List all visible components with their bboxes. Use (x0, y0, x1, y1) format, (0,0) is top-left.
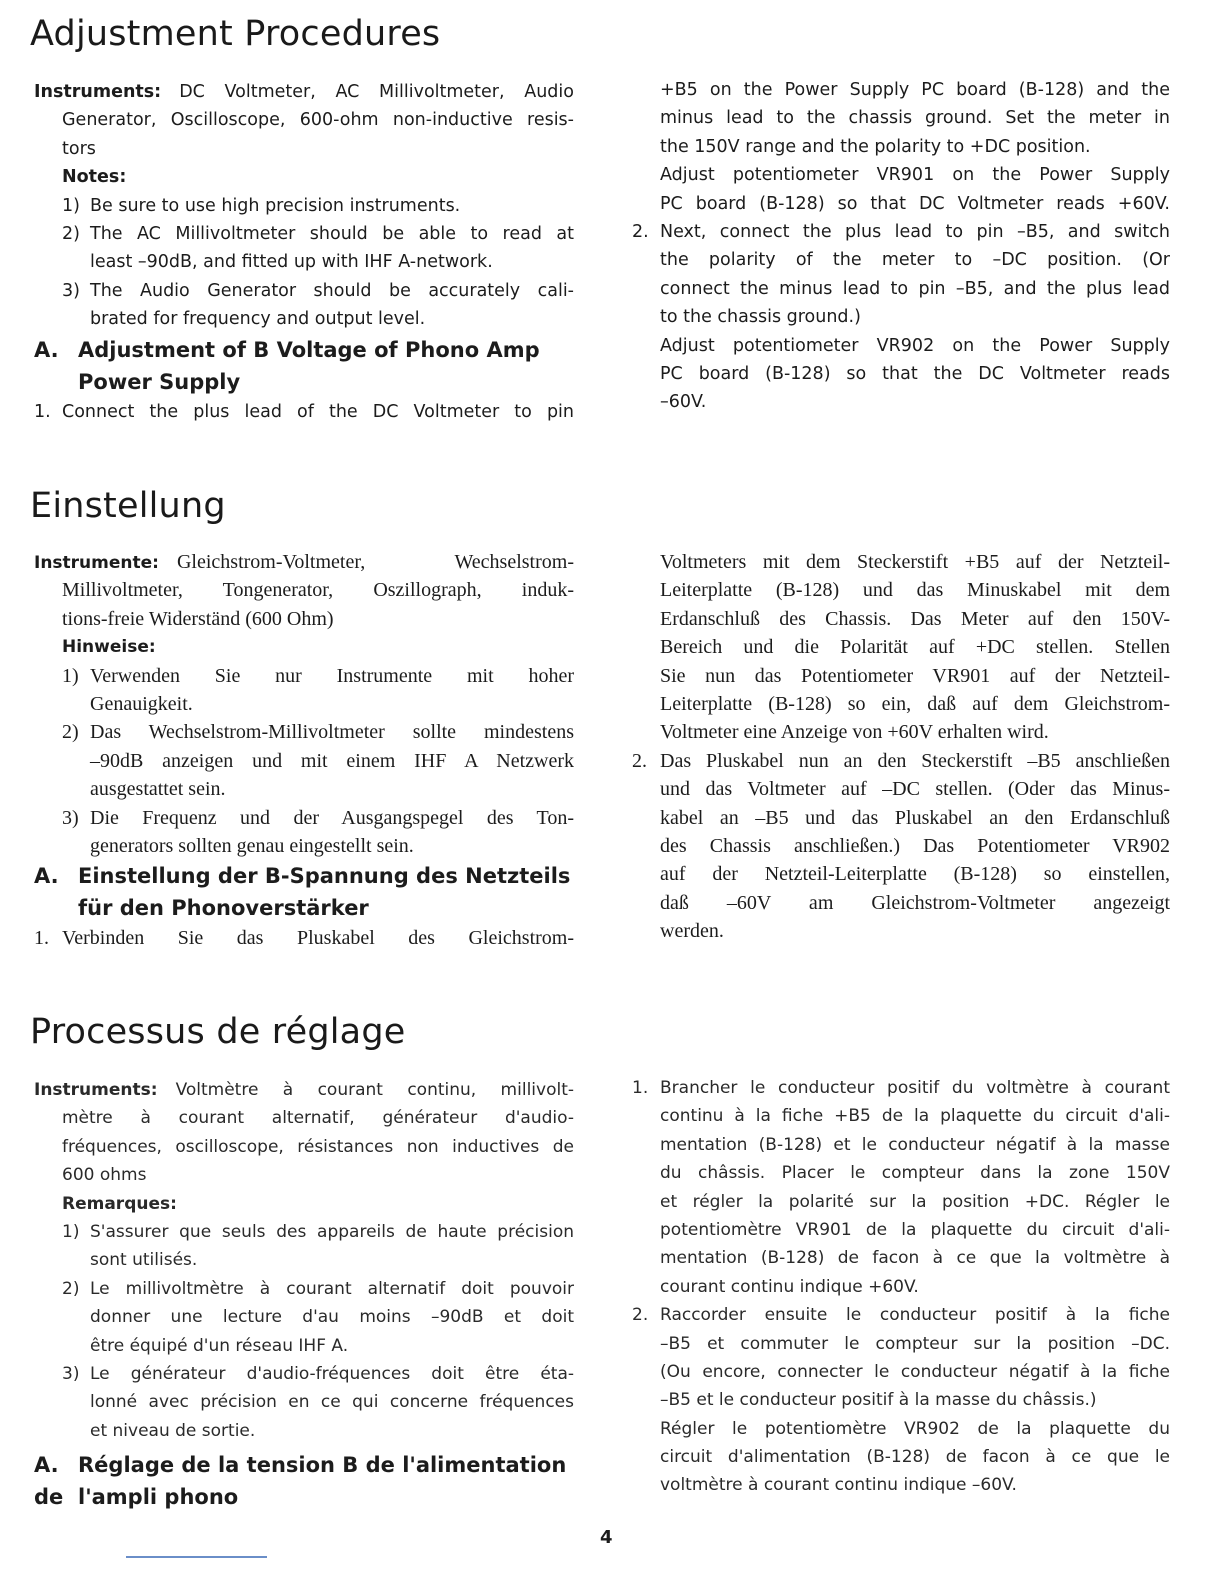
note-text: S'assurer que seuls des appareils de haute précision (90, 1221, 574, 1242)
german-step-1-cont: Bereich und die Polarität auf +DC stellen. Stellen (660, 636, 1170, 659)
english-right-column (632, 76, 1170, 417)
note-text: Das Wechselstrom-Millivoltmeter sollte mindestens (90, 721, 574, 744)
note-number: 2) (62, 223, 80, 244)
german-step-2-cont: werden. (660, 920, 724, 943)
french-section-title: Processus de réglage (30, 1012, 406, 1052)
french-step-1-cont: continu à la fiche +B5 de la plaquette du circuit d'ali- (660, 1106, 1170, 1127)
english-step-1-cont: +B5 on the Power Supply PC board (B-128) and the (660, 80, 1170, 100)
german-note-2-cont: –90dB anzeigen und mit einem IHF A Netzwerk (90, 749, 574, 772)
english-section-a-heading-cont: Power Supply (78, 369, 241, 394)
german-left-column (34, 548, 574, 953)
section-heading-text: Réglage de la tension B de l'alimentation de (34, 1453, 567, 1510)
french-step-1-cont: potentiomètre VR901 de la plaquette du circuit d'ali- (660, 1219, 1170, 1240)
english-left-column (34, 78, 574, 426)
english-section-a-heading (34, 334, 574, 366)
step-text: Raccorder ensuite le conducteur positif à la fiche (660, 1305, 1170, 1326)
english-step-2-cont: the polarity of the meter to –DC position. (Or (660, 250, 1170, 271)
french-note-3 (34, 1360, 574, 1388)
french-step-1-cont: mentation (B-128) et le conducteur négatif à la masse (660, 1134, 1170, 1155)
english-step-2-cont: to the chassis ground.) (660, 307, 861, 328)
note-text: Be sure to use high precision instruments. (90, 195, 461, 216)
step-text: Das Pluskabel nun an den Steckerstift –B5 anschließen (660, 749, 1170, 772)
french-note-1 (34, 1218, 574, 1246)
step-number: 1. (632, 1078, 649, 1098)
french-note-3-cont: lonné avec précision en ce qui concerne fréquences (90, 1392, 574, 1413)
english-instruments-label: Instruments: (34, 82, 162, 102)
section-letter: A. (34, 1453, 59, 1478)
german-step-2 (632, 747, 1170, 775)
english-note-3 (34, 277, 574, 305)
german-instruments-text: Millivoltmeter, Tongenerator, Oszillograph, induk- (62, 579, 574, 602)
german-section-a-heading (34, 860, 574, 892)
german-step-1-cont: Voltmeters mit dem Steckerstift +B5 auf der Netzteil- (660, 551, 1170, 573)
step-number: 1. (34, 927, 49, 950)
note-number: 2) (62, 721, 79, 744)
french-step-1 (632, 1074, 1170, 1102)
note-number: 1) (62, 195, 80, 216)
german-instruments-line (34, 548, 574, 576)
english-step-2 (632, 218, 1170, 246)
french-notes-label: Remarques: (62, 1193, 177, 1214)
german-instruments-text: tions-freie Widerständ (600 Ohm) (62, 607, 334, 630)
french-step-2-cont: voltmètre à courant continu indique –60V. (660, 1475, 1017, 1496)
english-step-1-cont: minus lead to the chassis ground. Set the meter in (660, 108, 1170, 129)
german-step-1-cont: Leiterplatte (B-128) so ein, daß auf dem Gleichstrom- (660, 692, 1170, 715)
french-note-2 (34, 1275, 574, 1303)
french-note-3-cont: et niveau de sortie. (90, 1420, 256, 1441)
german-step-2-cont: und das Voltmeter auf –DC stellen. (Oder das Minus- (660, 778, 1170, 801)
french-step-1-cont: courant continu indique +60V. (660, 1276, 919, 1297)
note-text: Le millivoltmètre à courant alternatif doit pouvoir (90, 1278, 574, 1299)
german-step-1 (34, 924, 574, 952)
german-note-1 (34, 662, 574, 690)
note-text: Le générateur d'audio-fréquences doit être éta- (90, 1363, 574, 1384)
english-step-1-cont: PC board (B-128) so that DC Voltmeter reads +60V. (660, 193, 1170, 214)
note-text: Die Frequenz und der Ausgangspegel des Ton- (90, 806, 574, 829)
german-step-2-cont: des Chassis anschließen.) Das Potentiometer VR902 (660, 834, 1170, 857)
french-step-1-cont: mentation (B-128) de facon à ce que la voltmètre à (660, 1248, 1170, 1269)
german-note-2 (34, 718, 574, 746)
english-note-2 (34, 220, 574, 248)
note-number: 3) (62, 1363, 80, 1384)
french-step-2 (632, 1301, 1170, 1329)
english-step-2-cont: Adjust potentiometer VR902 on the Power Supply (660, 335, 1170, 356)
french-left-column (34, 1076, 574, 1513)
french-instruments-text: 600 ohms (62, 1165, 147, 1186)
page-number: 4 (600, 1527, 613, 1548)
french-note-2-cont: donner une lecture d'au moins –90dB et doit (90, 1307, 574, 1328)
section-letter: A. (34, 864, 59, 889)
french-instruments-text: mètre à courant alternatif, générateur d'audio- (62, 1108, 574, 1129)
step-number: 2. (632, 749, 647, 772)
german-section-title: Einstellung (30, 486, 226, 526)
english-step-2-cont: –60V. (660, 392, 707, 413)
german-note-2-cont: ausgestattet sein. (90, 778, 226, 801)
german-right-column (632, 548, 1170, 945)
french-note-2-cont: être équipé d'un réseau IHF A. (90, 1335, 349, 1356)
french-step-1-cont: du châssis. Placer le compteur dans la zone 150V (660, 1163, 1170, 1184)
english-step-1-cont: Adjust potentiometer VR901 on the Power Supply (660, 165, 1170, 186)
german-step-1-cont: Erdanschluß des Chassis. Das Meter auf den 150V- (660, 607, 1170, 630)
english-note-1 (34, 192, 574, 220)
english-instruments-text: tors (62, 138, 96, 159)
french-step-2-cont: –B5 et commuter le compteur sur la position –DC. (660, 1333, 1170, 1354)
step-text: Connect the plus lead of the DC Voltmeter to pin (62, 401, 574, 422)
english-step-1-cont: the 150V range and the polarity to +DC position. (660, 136, 1091, 157)
note-number: 1) (62, 664, 79, 687)
note-text: The AC Millivoltmeter should be able to read at (90, 223, 574, 244)
note-number: 1) (62, 1221, 80, 1242)
german-step-1-cont: Voltmeter eine Anzeige von +60V erhalten wird. (660, 721, 1049, 744)
german-note-1-cont: Genauigkeit. (90, 692, 193, 715)
german-instruments-text: Gleichstrom-Voltmeter, Wechselstrom- (176, 551, 574, 573)
english-instruments-text: DC Voltmeter, AC Millivoltmeter, Audio (179, 82, 574, 102)
german-step-2-cont: kabel an –B5 und das Pluskabel an den Erdanschluß (660, 806, 1170, 829)
german-step-1-cont: Leiterplatte (B-128) und das Minuskabel mit dem (660, 579, 1170, 602)
note-number: 3) (62, 806, 79, 829)
german-section-a-heading-cont: für den Phonoverstärker (78, 896, 369, 921)
english-step-2-cont: connect the minus lead to pin –B5, and the plus lead (660, 278, 1170, 299)
german-step-2-cont: auf der Netzteil-Leiterplatte (B-128) so einstellen, (660, 863, 1170, 886)
section-letter: A. (34, 337, 59, 362)
step-number: 1. (34, 401, 51, 422)
french-section-a-heading-cont: l'ampli phono (78, 1485, 239, 1510)
decorative-underline (126, 1556, 267, 1558)
german-notes-label: Hinweise: (62, 637, 156, 658)
french-note-1-cont: sont utilisés. (90, 1250, 198, 1271)
german-instruments-label: Instrumente: (34, 553, 159, 573)
step-number: 2. (632, 221, 649, 242)
section-heading-text: Adjustment of B Voltage of Phono Amp (78, 337, 540, 362)
french-step-2-cont: –B5 et le conducteur positif à la masse du châssis.) (660, 1390, 1097, 1411)
english-step-1 (34, 398, 574, 426)
english-step-2-cont: PC board (B-128) so that the DC Voltmeter reads (660, 363, 1170, 384)
german-note-3-cont: generators sollten genau eingestellt sein. (90, 834, 414, 857)
french-step-1-cont: et régler la polarité sur la position +DC. Régler le (660, 1191, 1170, 1212)
step-text: Next, connect the plus lead to pin –B5, and switch (660, 221, 1170, 242)
english-note-2-cont: least –90dB, and fitted up with IHF A-network. (90, 252, 493, 273)
english-instruments-text: Generator, Oscilloscope, 600-ohm non-inductive resis- (62, 110, 574, 131)
german-note-3 (34, 804, 574, 832)
note-number: 2) (62, 1278, 80, 1299)
french-right-column (632, 1074, 1170, 1500)
german-step-1-cont: Sie nun das Potentiometer VR901 auf der Netzteil- (660, 664, 1170, 687)
step-text: Brancher le conducteur positif du voltmètre à courant (660, 1078, 1170, 1098)
english-section-title: Adjustment Procedures (30, 14, 441, 54)
french-instruments-text: fréquences, oscilloscope, résistances non inductives de (62, 1136, 574, 1157)
french-step-2-cont: (Ou encore, connecter le conducteur négatif à la fiche (660, 1361, 1170, 1382)
english-note-3-cont: brated for frequency and output level. (90, 309, 426, 330)
note-text: Verwenden Sie nur Instrumente mit hoher (90, 664, 574, 687)
french-step-2-cont: Régler le potentiomètre VR902 de la plaquette du (660, 1418, 1170, 1439)
french-step-2-cont: circuit d'alimentation (B-128) de facon à ce que le (660, 1447, 1170, 1468)
french-instruments-line (34, 1076, 574, 1104)
note-number: 3) (62, 280, 80, 301)
step-number: 2. (632, 1305, 649, 1326)
note-text: The Audio Generator should be accurately cali- (90, 280, 574, 301)
step-text: Verbinden Sie das Pluskabel des Gleichstrom- (62, 927, 574, 950)
french-instruments-text: Voltmètre à courant continu, millivolt- (175, 1080, 574, 1100)
english-instruments-line (34, 78, 574, 106)
german-step-2-cont: daß –60V am Gleichstrom-Voltmeter angezeigt (660, 891, 1170, 914)
french-instruments-label: Instruments: (34, 1080, 158, 1100)
english-notes-label: Notes: (62, 167, 127, 188)
section-heading-text: Einstellung der B-Spannung des Netzteils (78, 864, 571, 889)
